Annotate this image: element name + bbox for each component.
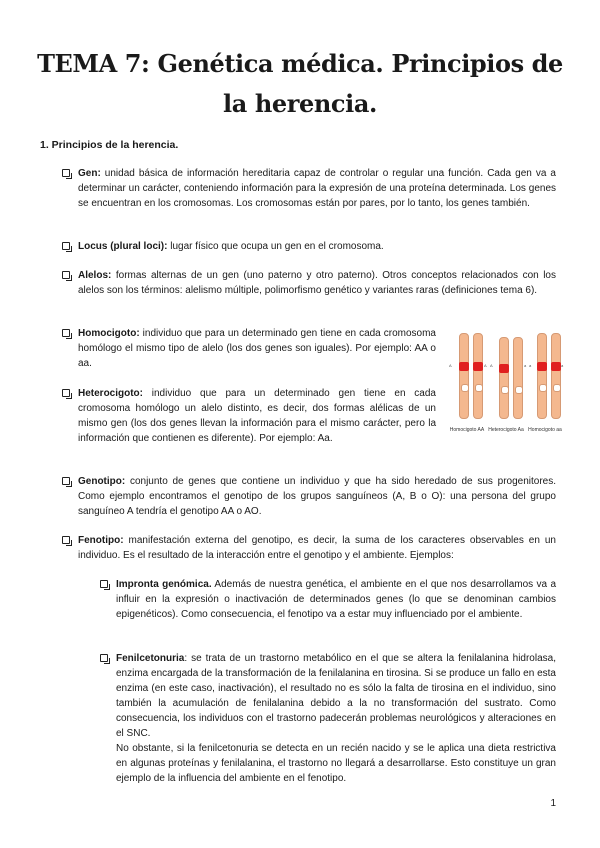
- bullet-genotipo: [78, 474, 556, 519]
- term-fenotipo: Fenotipo:: [78, 535, 124, 546]
- figure-label-heterocigoto: Heterocigoto Aa: [488, 427, 524, 433]
- checkbox-bullet-icon: [62, 389, 70, 397]
- allele-mark: A: [484, 363, 487, 368]
- chromosome-hetero-right: [513, 337, 523, 419]
- bullet-fenotipo: [78, 533, 556, 563]
- definition-fenilcetonuria: : se trata de un trastorno metabólico en el que se altera la fenilalanina hidrolasa, enzima encargada de la transformación de la fenilalanina en tirosina. Si se produce un fallo en esta enzima (en este caso, inactivación), el resultado no es sólo la falta de tirosina en el individuo, sino también la acumulación de fenilalanina debido a la no transformación del sustrato. Como consecuencia, los individuos con el trastorno padecerán problemas neurológicos y alteraciones en el SNC.: [116, 653, 556, 739]
- definition-fenotipo: manifestación externa del genotipo, es decir, la suma de los caracteres observables en un individuo. Es el resultado de la interacción entre el genotipo y el ambiente. Ejemplos:: [78, 535, 556, 561]
- bullet-homocigoto: [78, 326, 436, 371]
- checkbox-bullet-icon: [62, 536, 70, 544]
- bullet-locus: [78, 239, 556, 254]
- checkbox-bullet-icon: [62, 271, 70, 279]
- allele-mark: A: [490, 363, 493, 368]
- allele-mark: a: [561, 363, 564, 368]
- figure-label-homocigoto-aa: Homocigoto AA: [449, 427, 485, 433]
- term-locus: Locus (plural loci):: [78, 241, 168, 252]
- bullet-alelos: [78, 268, 556, 298]
- checkbox-bullet-icon: [62, 242, 70, 250]
- definition-impronta: Además de nuestra genética, el ambiente en el que nos desarrollamos va a influir en la expresión o inactivación de determinados genes (lo que se denominan cambios epigenéticos). Como consecuencia, el fenotipo va a estar muy influenciado por el ambiente.: [116, 579, 557, 620]
- checkbox-bullet-icon: [100, 654, 108, 662]
- allele-mark: a: [529, 363, 532, 368]
- bullet-fenilcetonuria: [116, 651, 556, 786]
- definition-homocigoto: individuo que para un determinado gen tiene en cada cromosoma homólogo el mismo tipo de alelo (los dos genes son iguales). Por ejemplo: AA o aa.: [78, 328, 436, 369]
- definition-genotipo: conjunto de genes que contiene un individuo y que ha sido heredado de sus progenitores. Como ejemplo encontramos el genotipo de los grupos sanguíneos (A, B o O): una persona del grupo sanguíneo A tendría el genotipo AA o AO.: [78, 476, 556, 517]
- term-impronta: Impronta genómica.: [116, 579, 212, 590]
- chromosome-homo-aa2-left: [537, 333, 547, 419]
- bullet-heterocigoto: [78, 386, 436, 446]
- chromosome-figure: [447, 333, 565, 445]
- term-alelos: Alelos:: [78, 270, 112, 281]
- term-gen: Gen:: [78, 168, 101, 179]
- chromosome-homo-aa2-right: [551, 333, 564, 419]
- chromosome-homo-aa-left: [459, 333, 469, 419]
- definition-heterocigoto: individuo que para un determinado gen tiene en cada cromosoma homólogo un alelo distinto, es decir, dos formas alélicas de un mismo gen (los dos genes llevan la información para el mismo carácter, pero la información que contienen es diferente). Por ejemplo: Aa.: [78, 388, 436, 444]
- bullet-impronta: [116, 577, 556, 622]
- checkbox-bullet-icon: [62, 477, 70, 485]
- definition-alelos: formas alternas de un gen (uno paterno y otro paterno). Otros conceptos relacionados con los alelos son los términos: alelismo múltiple, polimorfismo genético y variantes raras (definiciones tema 6).: [78, 270, 556, 296]
- chromosome-homo-aa-right: [473, 333, 483, 419]
- allele-mark: a: [524, 363, 527, 368]
- bullet-gen: [78, 166, 556, 211]
- term-fenilcetonuria: Fenilcetonuria: [116, 653, 185, 664]
- checkbox-bullet-icon: [62, 329, 70, 337]
- definition-locus: lugar físico que ocupa un gen en el cromosoma.: [167, 241, 384, 252]
- page-number: 1: [550, 798, 556, 809]
- chromosome-hetero-left: [499, 337, 509, 419]
- fenilcetonuria-paragraph-2: No obstante, si la fenilcetonuria se detecta en un recién nacido y se le aplica una dieta restrictiva en algunas proteínas y fenilalanina, el trastorno no llegará a desarrollarse. Esto constituye un gran ejemplo de la influencia del ambiente en el fenotipo.: [116, 743, 556, 784]
- figure-label-homocigoto-aa2: Homocigoto aa: [528, 427, 562, 433]
- definition-gen: unidad básica de información hereditaria capaz de controlar o regular una función. Cada gen va a determinar un carácter, conteniendo información para la expresión de una proteína determinada. Los genes se encuentran en los cromosomas. Los cromosomas están por pares, por lo tanto, los genes también.: [78, 168, 556, 209]
- allele-mark: A: [449, 363, 452, 368]
- term-heterocigoto: Heterocigoto:: [78, 388, 143, 399]
- term-genotipo: Genotipo:: [78, 476, 126, 487]
- checkbox-bullet-icon: [62, 169, 70, 177]
- section-heading: 1. Principios de la herencia.: [40, 139, 179, 151]
- page-title: TEMA 7: Genética médica. Principios de la herencia.: [37, 49, 563, 118]
- term-homocigoto: Homocigoto:: [78, 328, 140, 339]
- checkbox-bullet-icon: [100, 580, 108, 588]
